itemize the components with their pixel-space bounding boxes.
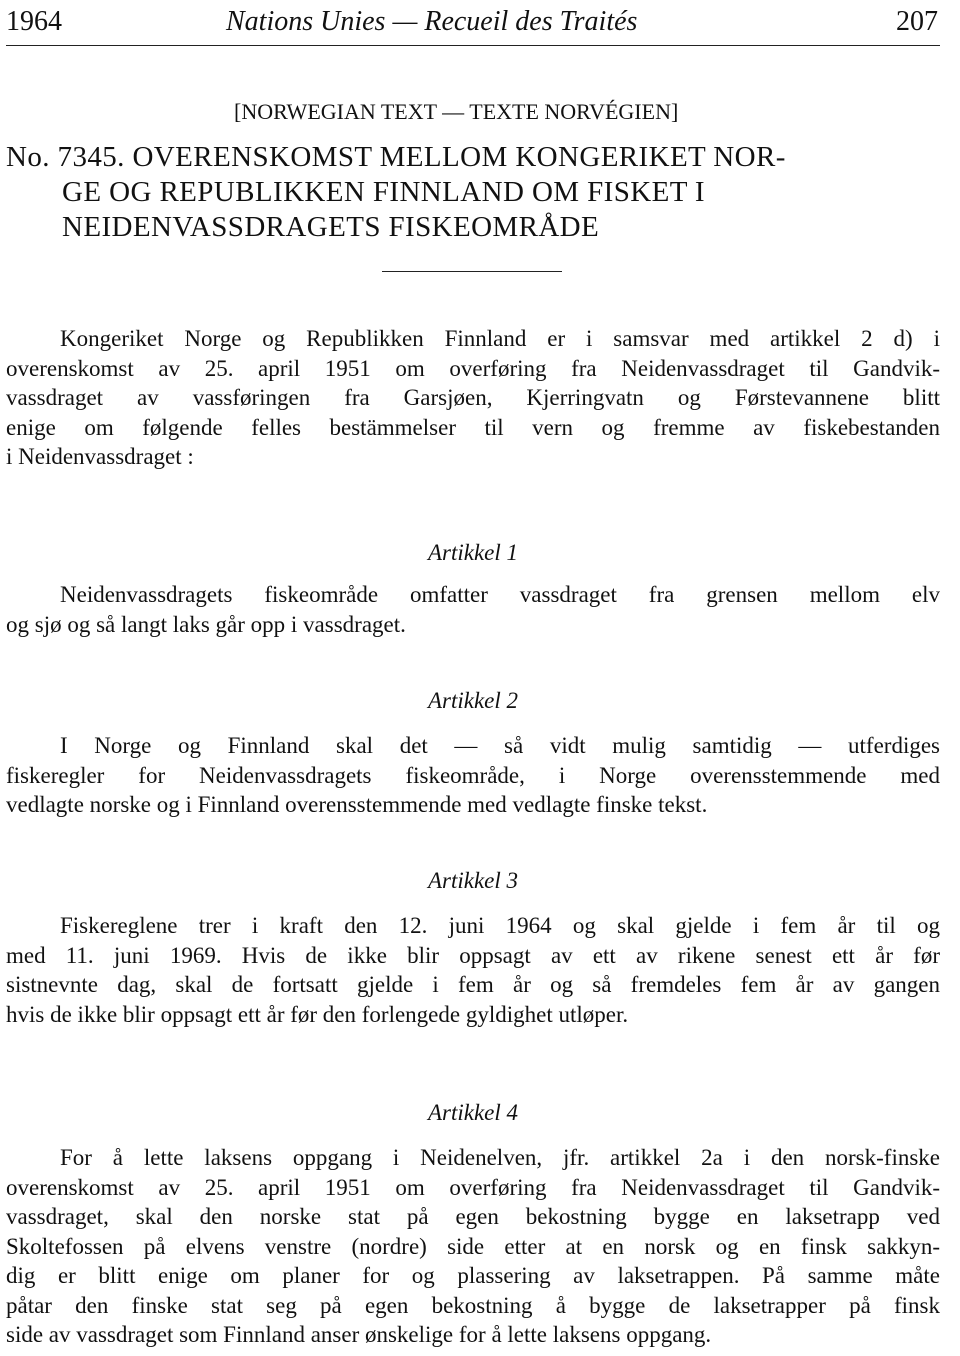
article-1-line: Neidenvassdragets fiskeområde omfatter vassdraget fra grensen mellom elv: [60, 582, 940, 607]
article-4-line: For å lette laksens oppgang i Neidenelven, jfr. artikkel 2a i den norsk-finske: [60, 1145, 940, 1170]
article-1-paragraph: [6, 580, 940, 639]
article-4-line: overenskomst av 25. april 1951 om overføring fra Neidenvassdraget til Gandvik-: [6, 1174, 940, 1200]
document-page: [6, 0, 940, 1356]
article-1-line: og sjø og så langt laks går opp i vassdraget.: [6, 611, 406, 637]
article-2-line: I Norge og Finnland skal det — så vidt mulig samtidig — utferdiges: [60, 733, 940, 758]
article-4-line: vassdraget, skal den norske stat på egen bekostning bygge en laksetrapp ved: [6, 1204, 940, 1229]
running-head: [6, 4, 940, 40]
article-2-line: fiskeregler for Neidenvassdragets fiskeområde, i Norge overensstemmende med: [6, 762, 940, 788]
running-head-journal: Nations Unies — Recueil des Traités: [226, 6, 638, 37]
article-4-line: Skoltefossen på elvens venstre (nordre) side etter at en norsk og en finsk sakkyn-: [6, 1233, 940, 1259]
article-2-paragraph: [6, 731, 940, 820]
title-line: No. 7345. OVERENSKOMST MELLOM KONGERIKET NOR-: [6, 141, 786, 173]
article-2-line: vedlagte norske og i Finnland overensstemmende med vedlagte finske tekst.: [6, 792, 708, 817]
preamble-line: overenskomst av 25. april 1951 om overføring fra Neidenvassdraget til Gandvik-: [6, 355, 940, 381]
title-rule: [382, 271, 562, 272]
header-rule: [6, 45, 940, 46]
article-3-heading: Artikkel 3: [427, 868, 519, 893]
title-line: NEIDENVASSDRAGETS FISKEOMRÅDE: [62, 211, 600, 243]
article-3-line: hvis de ikke blir oppsagt ett år før den forlengede gyldighet utløper.: [6, 1001, 629, 1027]
language-label: [NORWEGIAN TEXT — TEXTE NORVÉGIEN]: [234, 99, 679, 124]
article-2-heading: Artikkel 2: [427, 688, 519, 713]
article-3-line: med 11. juni 1969. Hvis de ikke blir oppsagt av ett av rikene senest ett år før: [6, 942, 940, 968]
document-title: [6, 140, 940, 245]
article-1-heading: Artikkel 1: [427, 540, 519, 565]
article-4-line: påtar den finske stat seg på egen bekostning å bygge de laksetrapper på finsk: [6, 1292, 940, 1318]
running-head-year: 1964: [6, 6, 62, 37]
article-3-line: sistnevnte dag, skal de fortsatt gjelde i fem år og så fremdeles fem år av gangen: [6, 972, 940, 997]
preamble-line: i Neidenvassdraget :: [6, 444, 194, 469]
article-4-line: side av vassdraget som Finnland anser ønskelige for å lette laksens oppgang.: [6, 1322, 712, 1347]
article-4-line: dig er blitt enige om planer for og plassering av laksetrappen. På samme måte: [6, 1263, 940, 1288]
article-3-paragraph: [6, 911, 940, 1029]
preamble-line: enige om følgende felles bestämmelser til vern og fremme av fiskebestanden: [6, 414, 940, 440]
article-4-paragraph: [6, 1143, 940, 1350]
preamble-line: Kongeriket Norge og Republikken Finnland er i samsvar med artikkel 2 d) i: [60, 326, 940, 351]
article-3-line: Fiskereglene trer i kraft den 12. juni 1964 og skal gjelde i fem år til og: [60, 913, 940, 938]
article-4-heading: Artikkel 4: [427, 1100, 519, 1125]
preamble-line: vassdraget av vassføringen fra Garsjøen, Kjerringvatn og Førstevannene blitt: [6, 385, 940, 410]
title-line: GE OG REPUBLIKKEN FINNLAND OM FISKET I: [62, 176, 705, 208]
preamble-paragraph: [6, 324, 940, 472]
page-number: 207: [896, 6, 938, 37]
